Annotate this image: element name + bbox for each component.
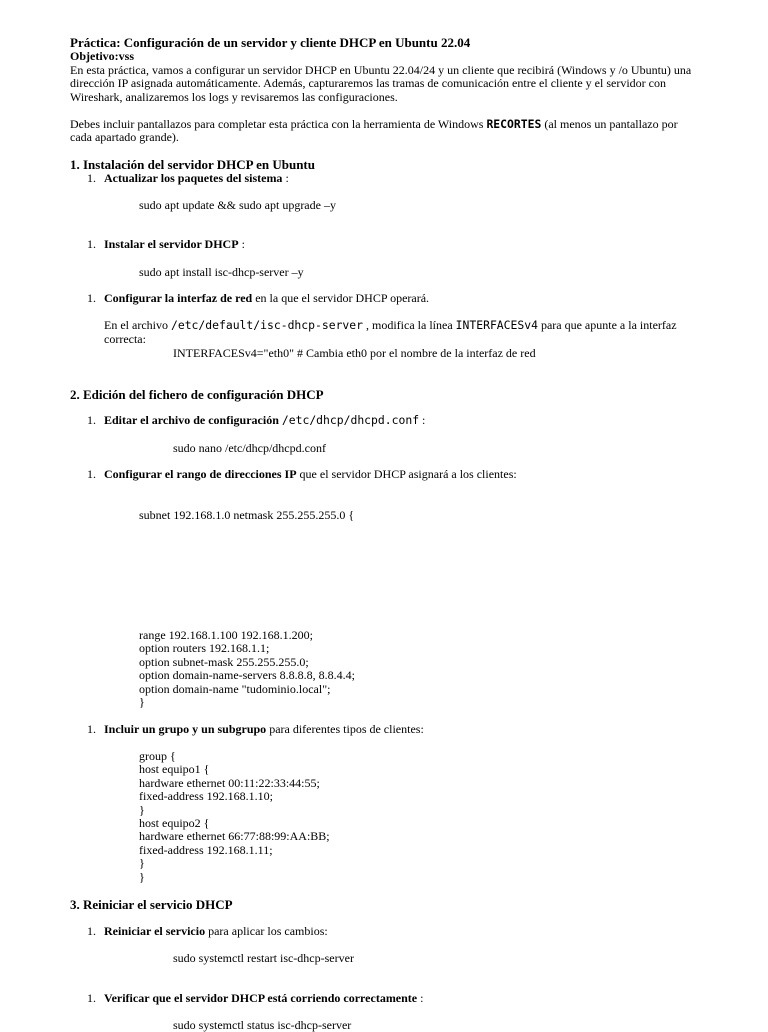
intro-paragraph: En esta práctica, vamos a configurar un servidor DHCP en Ubuntu 22.04/24 y un cliente que recibirá (Windows y /o Ubuntu) una dirección IP asignada automáticamente. Además, capturaremos las tramas de comunicación entre el cliente y el servidor con Wireshark, analizaremos los logs y revisaremos las configuraciones. xyxy=(70,63,692,104)
objective-label: Objetivo:vss xyxy=(70,49,134,63)
instruction-text: para que apunte a la interfaz xyxy=(537,318,677,332)
list-number: 1. xyxy=(87,171,96,185)
item-title: Incluir un grupo y un subgrupo xyxy=(104,722,267,736)
item-text: : xyxy=(419,413,426,427)
code-line: option routers 192.168.1.1; xyxy=(139,641,270,656)
instruction-text: En el archivo xyxy=(104,318,171,332)
list-number: 1. xyxy=(87,237,96,251)
code-line: } xyxy=(139,856,145,871)
section-2-heading: 2. Edición del fichero de configuración DHCP xyxy=(70,387,324,402)
item-text: : xyxy=(417,991,424,1005)
command-line: sudo apt install isc-dhcp-server –y xyxy=(139,265,304,279)
item-title: Configurar el rango de direcciones IP xyxy=(104,467,297,481)
item-title: Actualizar los paquetes del sistema xyxy=(104,171,283,185)
list-item xyxy=(78,238,245,251)
code-line: option domain-name-servers 8.8.8.8, 8.8.4.4; xyxy=(139,668,355,683)
instruction-text-cont: correcta: xyxy=(104,332,146,346)
list-number: 1. xyxy=(87,924,96,938)
code-line: host equipo2 { xyxy=(139,815,210,830)
group-config-block xyxy=(139,750,330,884)
code-line: host equipo1 { xyxy=(139,762,210,777)
list-item xyxy=(78,172,289,185)
item-text: para diferentes tipos de clientes: xyxy=(266,722,424,736)
item-text: que el servidor DHCP asignará a los clientes: xyxy=(296,467,517,481)
config-instruction xyxy=(104,319,677,332)
variable-code: INTERFACESv4 xyxy=(455,318,538,332)
command-line: INTERFACESv4="eth0" # Cambia eth0 por el nombre de la interfaz de red xyxy=(173,346,536,360)
code-line: group { xyxy=(139,749,176,763)
list-item xyxy=(78,468,517,481)
code-line: } xyxy=(139,869,145,884)
instruction-text: , modifica la línea xyxy=(363,318,456,332)
code-line: option subnet-mask 255.255.255.0; xyxy=(139,654,309,669)
item-text: para aplicar los cambios: xyxy=(205,924,328,938)
item-title: Verificar que el servidor DHCP está corriendo correctamente xyxy=(104,991,418,1005)
screenshot-note xyxy=(70,118,702,145)
item-text: en la que el servidor DHCP operará. xyxy=(252,291,430,305)
section-3-heading: 3. Reiniciar el servicio DHCP xyxy=(70,897,233,912)
command-line: sudo apt update && sudo apt upgrade –y xyxy=(139,198,336,212)
list-item xyxy=(78,992,423,1005)
file-path-code: /etc/default/isc-dhcp-server xyxy=(170,318,364,332)
item-text: : xyxy=(282,171,289,185)
code-line: option domain-name "tudominio.local"; xyxy=(139,681,331,696)
item-title: Instalar el servidor DHCP xyxy=(104,237,239,251)
code-line: hardware ethernet 00:11:22:33:44:55; xyxy=(139,775,320,790)
command-line: sudo systemctl restart isc-dhcp-server xyxy=(173,951,354,965)
note-text-end: (al menos un pantallazo por cada apartado grande). xyxy=(70,117,678,145)
section-1-heading: 1. Instalación del servidor DHCP en Ubuntu xyxy=(70,157,315,172)
code-line: subnet 192.168.1.0 netmask 255.255.255.0 { xyxy=(139,508,355,522)
list-number: 1. xyxy=(87,413,96,427)
list-item xyxy=(78,292,429,305)
code-line: } xyxy=(139,802,145,817)
range-config-block xyxy=(139,629,355,709)
list-number: 1. xyxy=(87,991,96,1005)
code-line: range 192.168.1.100 192.168.1.200; xyxy=(139,628,313,642)
note-bold: RECORTES xyxy=(486,117,542,131)
item-title: Reiniciar el servicio xyxy=(104,924,206,938)
list-number: 1. xyxy=(87,291,96,305)
code-line: } xyxy=(139,694,145,709)
item-title: Configurar la interfaz de red xyxy=(104,291,253,305)
list-item xyxy=(78,723,424,736)
code-line: hardware ethernet 66:77:88:99:AA:BB; xyxy=(139,829,330,844)
list-number: 1. xyxy=(87,467,96,481)
item-title: Editar el archivo de configuración xyxy=(104,413,282,427)
list-item xyxy=(78,925,328,938)
item-text: : xyxy=(238,237,245,251)
list-number: 1. xyxy=(87,722,96,736)
command-line: sudo nano /etc/dhcp/dhcpd.conf xyxy=(173,441,326,455)
document-title: Práctica: Configuración de un servidor y cliente DHCP en Ubuntu 22.04 xyxy=(70,35,471,50)
code-line: fixed-address 192.168.1.11; xyxy=(139,842,273,857)
file-path-code: /etc/dhcp/dhcpd.conf xyxy=(281,413,420,427)
list-item xyxy=(78,414,425,427)
note-text: Debes incluir pantallazos para completar esta práctica con la herramienta de Windows xyxy=(70,117,487,131)
command-line: sudo systemctl status isc-dhcp-server xyxy=(173,1018,352,1032)
code-line: fixed-address 192.168.1.10; xyxy=(139,789,273,804)
